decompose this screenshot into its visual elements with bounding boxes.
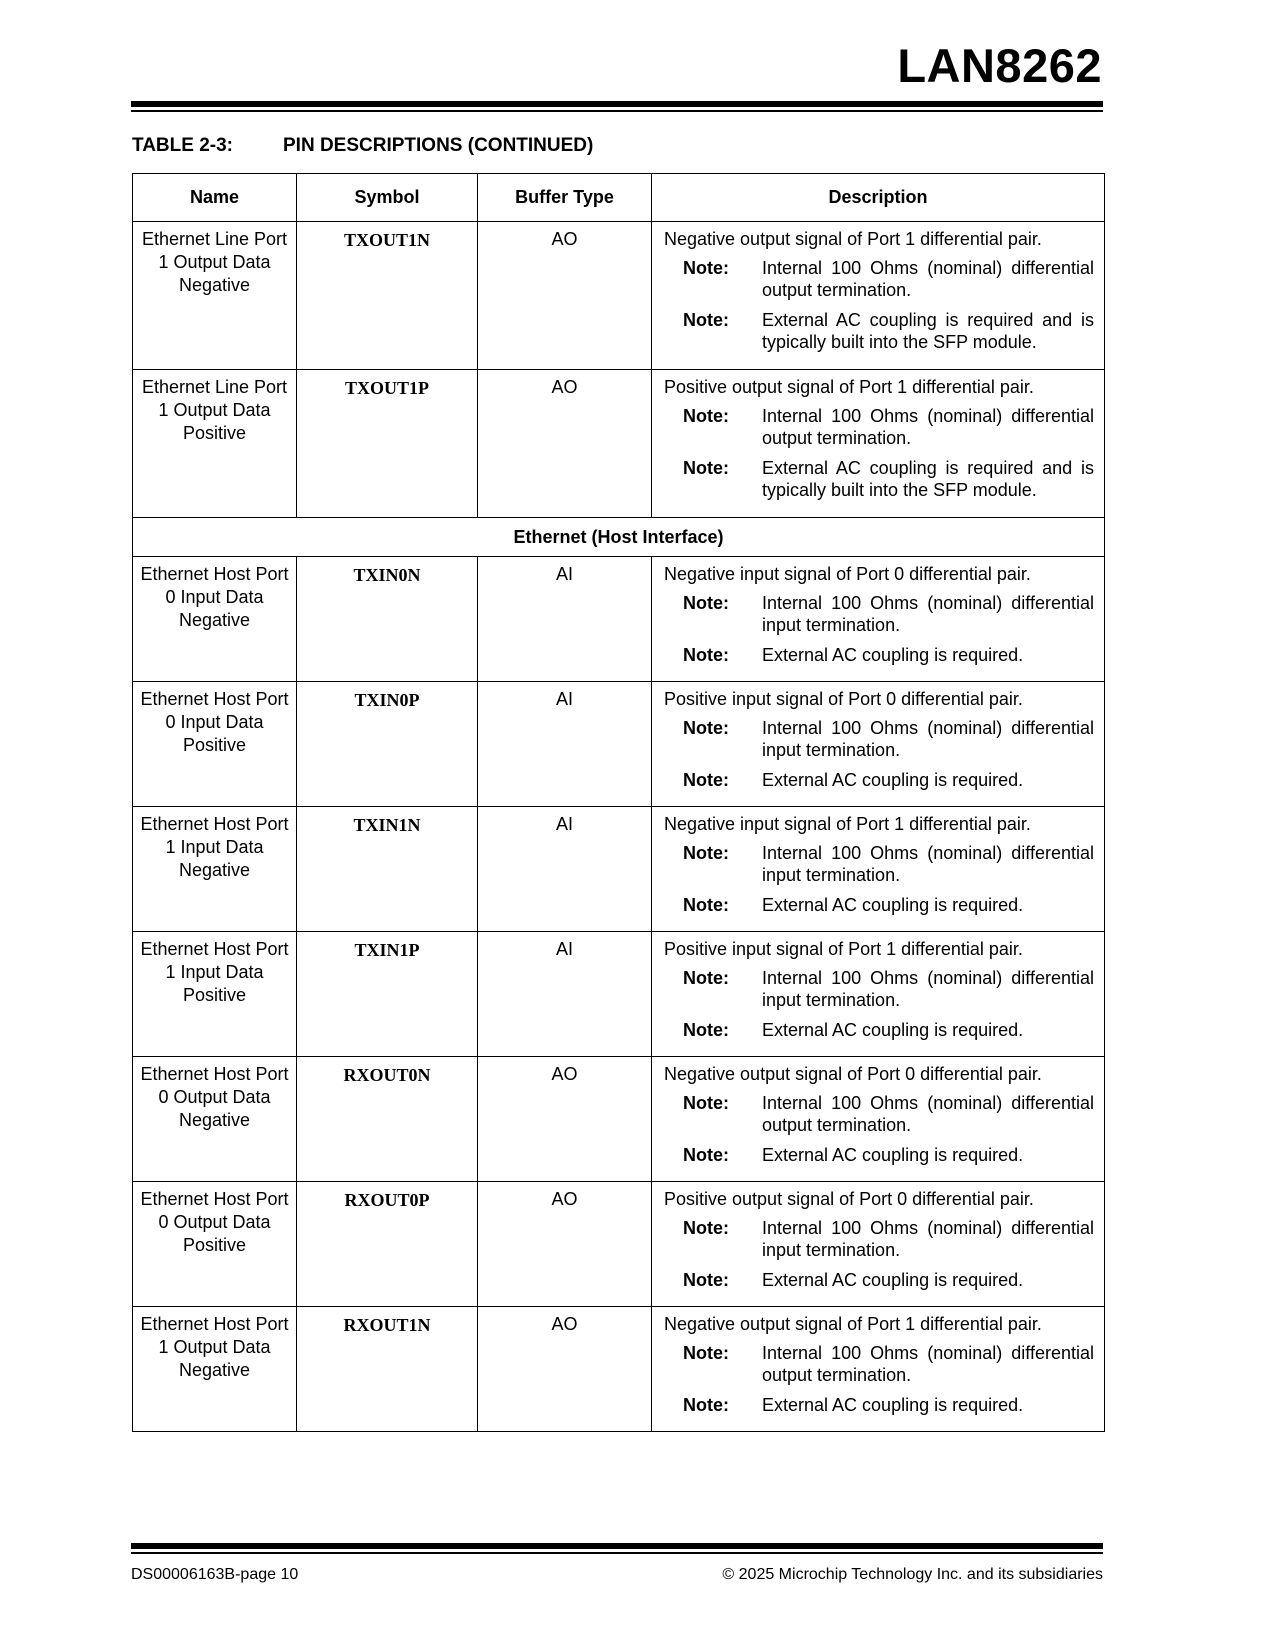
- note-text: Internal 100 Ohms (nominal) differential input termination.: [762, 968, 1094, 1010]
- pin-buffer-type: AI: [478, 557, 652, 682]
- note-label: Note:: [683, 593, 729, 613]
- table-row: [133, 932, 1105, 1057]
- note-text: Internal 100 Ohms (nominal) differential input termination.: [762, 718, 1094, 760]
- note: [664, 717, 1094, 761]
- note-label: Note:: [683, 895, 729, 915]
- note: [664, 257, 1094, 301]
- description-text: Positive input signal of Port 1 differential pair.: [664, 939, 1023, 959]
- pin-symbol: TXOUT1N: [297, 222, 478, 370]
- table-row: [133, 557, 1105, 682]
- table-row: [133, 1307, 1105, 1432]
- note-text: External AC coupling is required.: [762, 1270, 1024, 1290]
- pin-buffer-type: AO: [478, 1057, 652, 1182]
- note: [664, 1342, 1094, 1386]
- note: [664, 894, 1094, 916]
- description-text: Positive output signal of Port 1 differential pair.: [664, 377, 1034, 397]
- pin-buffer-type: AO: [478, 222, 652, 370]
- pin-name: Ethernet Host Port 1 Output Data Negative: [133, 1307, 297, 1432]
- pin-symbol: TXIN1P: [297, 932, 478, 1057]
- note: [664, 1269, 1094, 1291]
- note-label: Note:: [683, 258, 729, 278]
- note-label: Note:: [683, 718, 729, 738]
- pin-name: Ethernet Host Port 0 Output Data Positive: [133, 1182, 297, 1307]
- note-label: Note:: [683, 1270, 729, 1290]
- table-row: [133, 1057, 1105, 1182]
- column-header-description: Description: [652, 174, 1105, 222]
- description-text: Positive input signal of Port 0 differential pair.: [664, 689, 1023, 709]
- note-label: Note:: [683, 1343, 729, 1363]
- pin-symbol: TXOUT1P: [297, 370, 478, 518]
- pin-description: [652, 557, 1105, 682]
- note-text: External AC coupling is required and is typically built into the SFP module.: [762, 310, 1094, 352]
- description-text: Negative input signal of Port 1 differential pair.: [664, 814, 1031, 834]
- note-label: Note:: [683, 1093, 729, 1113]
- table-row: [133, 370, 1105, 518]
- note-label: Note:: [683, 843, 729, 863]
- note-text: Internal 100 Ohms (nominal) differential output termination.: [762, 406, 1094, 448]
- note-label: Note:: [683, 1145, 729, 1165]
- pin-symbol: TXIN0N: [297, 557, 478, 682]
- pin-description: [652, 1057, 1105, 1182]
- note-text: Internal 100 Ohms (nominal) differential output termination.: [762, 1343, 1094, 1385]
- note: [664, 1394, 1094, 1416]
- pin-name: Ethernet Host Port 0 Input Data Negative: [133, 557, 297, 682]
- note-label: Note:: [683, 406, 729, 426]
- note-label: Note:: [683, 1218, 729, 1238]
- footer-rule-thin: [131, 1552, 1103, 1554]
- footer-rule-thick: [131, 1543, 1103, 1549]
- table-row: [133, 682, 1105, 807]
- note-label: Note:: [683, 770, 729, 790]
- note-text: Internal 100 Ohms (nominal) differential input termination.: [762, 593, 1094, 635]
- pin-symbol: RXOUT0P: [297, 1182, 478, 1307]
- note-label: Note:: [683, 1020, 729, 1040]
- note-label: Note:: [683, 1395, 729, 1415]
- header-rule-thin: [131, 110, 1103, 112]
- header-rule-thick: [131, 101, 1103, 107]
- table-row: [133, 807, 1105, 932]
- note: [664, 769, 1094, 791]
- note: [664, 967, 1094, 1011]
- pin-symbol: RXOUT0N: [297, 1057, 478, 1182]
- pin-name: Ethernet Line Port 1 Output Data Negative: [133, 222, 297, 370]
- pin-buffer-type: AI: [478, 807, 652, 932]
- pin-description: [652, 807, 1105, 932]
- pin-description: [652, 1182, 1105, 1307]
- note: [664, 1144, 1094, 1166]
- footer-page-id: DS00006163B-page 10: [131, 1566, 299, 1583]
- table-header-row: [133, 174, 1105, 222]
- note: [664, 405, 1094, 449]
- pin-description: [652, 1307, 1105, 1432]
- note: [664, 309, 1094, 353]
- note: [664, 1217, 1094, 1261]
- pin-description: [652, 222, 1105, 370]
- note-text: External AC coupling is required.: [762, 1020, 1024, 1040]
- note-text: External AC coupling is required.: [762, 645, 1024, 665]
- note-text: External AC coupling is required.: [762, 1145, 1024, 1165]
- note-text: External AC coupling is required.: [762, 770, 1024, 790]
- document-title: LAN8262: [897, 39, 1102, 92]
- pin-buffer-type: AI: [478, 682, 652, 807]
- table-body: [133, 222, 1105, 1432]
- note: [664, 1092, 1094, 1136]
- pin-name: Ethernet Host Port 1 Input Data Positive: [133, 932, 297, 1057]
- note-label: Note:: [683, 458, 729, 478]
- pin-buffer-type: AO: [478, 1182, 652, 1307]
- pin-symbol: RXOUT1N: [297, 1307, 478, 1432]
- description-text: Negative output signal of Port 0 differential pair.: [664, 1064, 1042, 1084]
- footer-copyright: © 2025 Microchip Technology Inc. and its subsidiaries: [722, 1566, 1103, 1583]
- note: [664, 1019, 1094, 1041]
- table-title: PIN DESCRIPTIONS (CONTINUED): [283, 135, 594, 156]
- pin-name: Ethernet Host Port 0 Input Data Positive: [133, 682, 297, 807]
- note-text: External AC coupling is required.: [762, 1395, 1024, 1415]
- pin-description: [652, 682, 1105, 807]
- description-text: Negative output signal of Port 1 differential pair.: [664, 229, 1042, 249]
- note-label: Note:: [683, 310, 729, 330]
- pin-description: [652, 932, 1105, 1057]
- pin-description: [652, 370, 1105, 518]
- table-caption: [132, 135, 593, 157]
- note-text: Internal 100 Ohms (nominal) differential output termination.: [762, 258, 1094, 300]
- note: [664, 457, 1094, 501]
- pin-name: Ethernet Host Port 0 Output Data Negative: [133, 1057, 297, 1182]
- pin-descriptions-table: [132, 173, 1105, 1432]
- pin-buffer-type: AI: [478, 932, 652, 1057]
- note: [664, 644, 1094, 666]
- note-label: Note:: [683, 645, 729, 665]
- pin-name: Ethernet Line Port 1 Output Data Positive: [133, 370, 297, 518]
- note-text: Internal 100 Ohms (nominal) differential input termination.: [762, 1218, 1094, 1260]
- note-text: Internal 100 Ohms (nominal) differential output termination.: [762, 1093, 1094, 1135]
- pin-buffer-type: AO: [478, 370, 652, 518]
- column-header-symbol: Symbol: [297, 174, 478, 222]
- note: [664, 842, 1094, 886]
- pin-symbol: TXIN0P: [297, 682, 478, 807]
- column-header-name: Name: [133, 174, 297, 222]
- pin-buffer-type: AO: [478, 1307, 652, 1432]
- pin-name: Ethernet Host Port 1 Input Data Negative: [133, 807, 297, 932]
- pin-symbol: TXIN1N: [297, 807, 478, 932]
- description-text: Negative output signal of Port 1 differential pair.: [664, 1314, 1042, 1334]
- note: [664, 592, 1094, 636]
- note-text: External AC coupling is required.: [762, 895, 1024, 915]
- note-text: Internal 100 Ohms (nominal) differential input termination.: [762, 843, 1094, 885]
- column-header-buffer-type: Buffer Type: [478, 174, 652, 222]
- note-label: Note:: [683, 968, 729, 988]
- description-text: Positive output signal of Port 0 differential pair.: [664, 1189, 1034, 1209]
- section-row: [133, 518, 1105, 557]
- table-row: [133, 1182, 1105, 1307]
- section-heading: Ethernet (Host Interface): [133, 518, 1105, 557]
- table-row: [133, 222, 1105, 370]
- note-text: External AC coupling is required and is typically built into the SFP module.: [762, 458, 1094, 500]
- table-number: TABLE 2-3:: [132, 135, 233, 156]
- description-text: Negative input signal of Port 0 differential pair.: [664, 564, 1031, 584]
